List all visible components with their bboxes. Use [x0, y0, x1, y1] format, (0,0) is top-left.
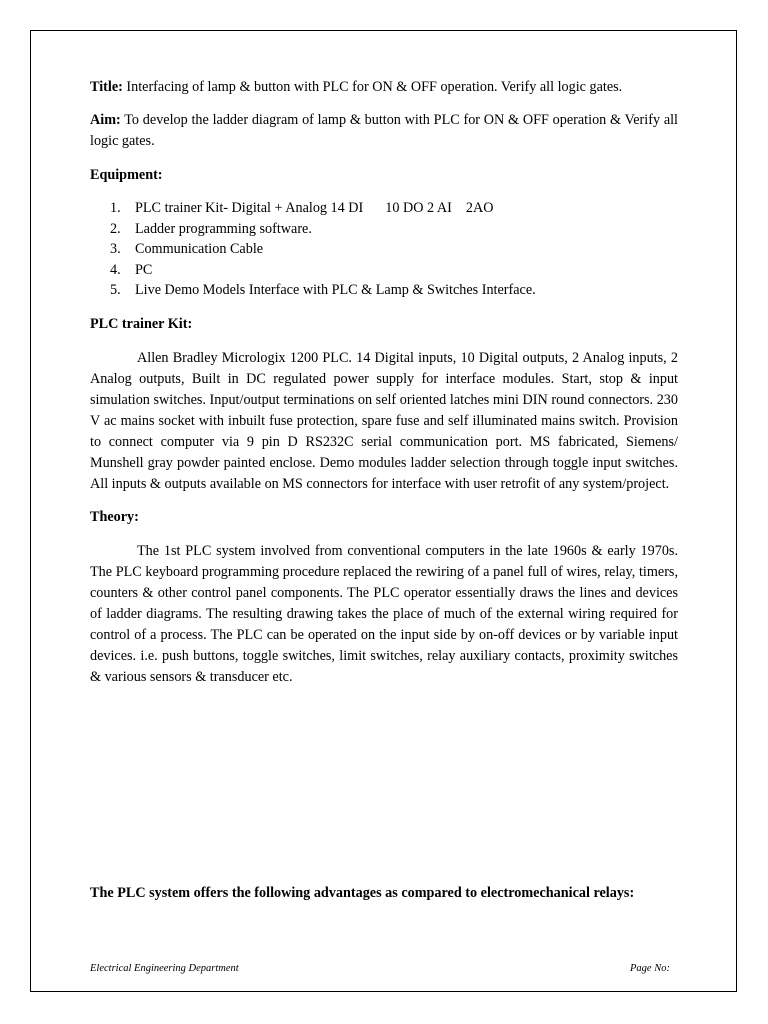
title-text: Interfacing of lamp & button with PLC for ON & OFF operation. Verify all logic gates. — [122, 79, 623, 95]
equipment-list — [90, 198, 678, 301]
aim-paragraph — [90, 110, 678, 152]
advantages-heading: The PLC system offers the following advantages as compared to electromechanical relays: — [90, 885, 635, 901]
list-text: PC — [135, 261, 153, 278]
aim-text: To develop the ladder diagram of lamp & button with PLC for ON & OFF operation & Verify all logic gates. — [90, 112, 678, 149]
equipment-heading: Equipment: — [90, 167, 163, 183]
document-body — [90, 77, 678, 688]
footer-page-number: Page No: — [630, 963, 670, 974]
plc-kit-paragraph: Allen Bradley Micrologix 1200 PLC. 14 Digital inputs, 10 Digital outputs, 2 Analog inputs, 2 Analog outputs, Built in DC regulated power supply for interface modules. Start, stop & input simulation switches. Input/output terminations on self oriented latches mini DIN round connectors. 230 V ac mains socket with inbuilt fuse protection, spare fuse and self illuminated mains switch. Provision to connect computer via 9 pin D RS232C serial communication port. MS fabricated, Siemens/ Munshell gray powder painted enclose. Demo modules ladder selection through toggle input switches. All inputs & outputs available on MS connectors for interface with user retrofit of any system/project. — [90, 349, 678, 492]
list-text: 2AO — [465, 200, 494, 216]
theory-paragraph: The 1st PLC system involved from conventional computers in the late 1960s & early 1970s. The PLC keyboard programming procedure replaced the rewiring of a panel full of wires, relay, timers, counters & other control panel components. The PLC operator essentially draws the lines and devices of ladder diagrams. The resulting drawing takes the place of much of the external wiring required for control of a process. The PLC can be operated on the input side by on-off devices or by variable input devices. i.e. push buttons, toggle switches, limit switches, relay auxiliary contacts, proximity switches & various sensors & transducer etc. — [90, 542, 678, 685]
list-item — [90, 219, 678, 240]
list-number: 3. — [110, 241, 121, 257]
list-item — [90, 239, 678, 260]
list-number: 5. — [110, 282, 121, 298]
theory-heading: Theory: — [90, 508, 139, 525]
title-label: Title: — [90, 79, 123, 95]
list-number: 4. — [110, 261, 121, 278]
list-text: Communication Cable — [135, 241, 264, 257]
plc-kit-heading: PLC trainer Kit: — [90, 315, 193, 332]
list-text: Live Demo Models Interface with PLC & Lamp & Switches Interface. — [135, 282, 536, 298]
list-item — [90, 260, 678, 281]
list-number: 1. — [110, 200, 121, 216]
aim-label: Aim: — [90, 112, 121, 128]
list-number: 2. — [110, 220, 121, 237]
list-item — [90, 280, 678, 301]
list-text: PLC trainer Kit- Digital + Analog 14 DI — [135, 200, 364, 216]
list-item — [90, 198, 678, 219]
list-text: Ladder programming software. — [135, 220, 312, 237]
footer-department: Electrical Engineering Department — [90, 963, 239, 974]
list-text: 10 DO 2 AI — [385, 200, 452, 216]
title-line — [90, 77, 678, 98]
